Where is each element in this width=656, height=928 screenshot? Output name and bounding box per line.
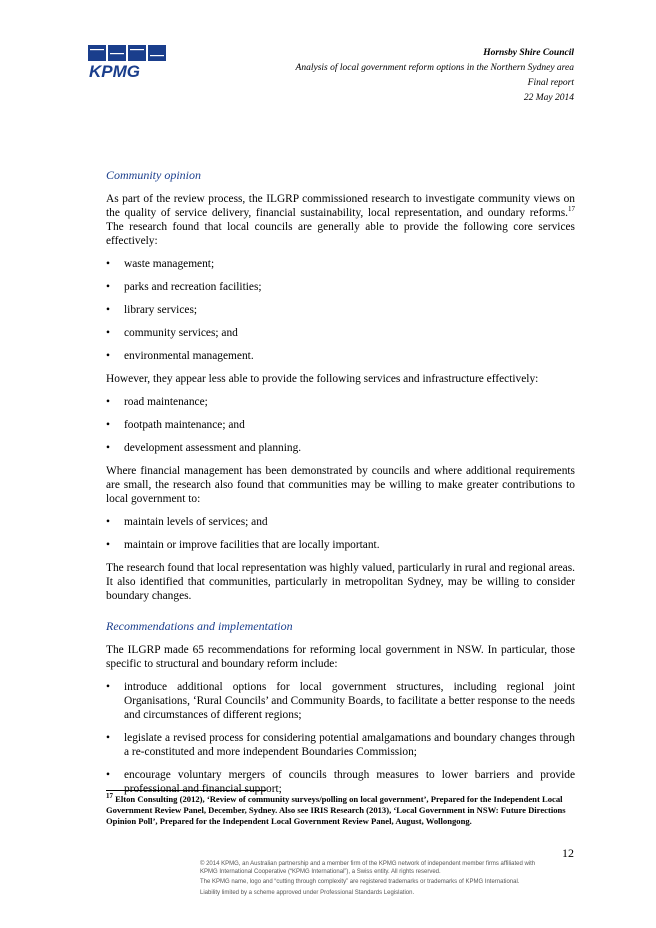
section-heading-community: Community opinion [106,168,201,182]
kpmg-logo-text: KPMG [89,62,140,79]
header-subtitle: Analysis of local government reform options in the Northern Sydney area [295,63,574,73]
page-header [296,46,574,106]
list-item: • encourage voluntary mergers of councils through measures to lower barriers and provide professional and financial support; [106,769,575,795]
list-item: • footpath maintenance; and [106,419,245,431]
community-paragraph-4: The research found that local representation was highly valued, particularly in rural and regional areas. It also identified that communities, particularly in metropolitan Sydney, may be willing to consider boundary changes. [106,562,575,602]
legal-line-1: © 2014 KPMG, an Australian partnership and a member firm of the KPMG network of independent member firms affiliated with KPMG International Cooperative (“KPMG International”), a Swiss entity. All rights reserved. [200,861,536,876]
legal-line-3: Liability limited by a scheme approved under Professional Standards Legislation. [200,889,415,896]
page-body [106,168,575,805]
list-item: • road maintenance; [106,396,208,408]
footnote-number: 17 [106,792,113,801]
list-item: • maintain levels of services; and [106,516,268,528]
footnote: $^{17}$ Elton Consulting (2012), ‘Review of community surveys/polling on local government’, Prepared for the Independent Local Government Review Panel, December, Sydney. Also see IRIS Research (2013), ‘Local Government in NSW: Future Directions Opinion Poll’, Prepared for the Independent Local Government Review Panel, August, Wollongong. [106,792,566,826]
core-services-list [106,257,575,363]
list-item: • environmental management. [106,350,254,362]
footnote-ref: 17 [568,205,575,214]
header-doc-type: Final report [527,78,574,88]
list-item: • community services; and [106,327,238,339]
list-item: • legislate a revised process for considering potential amalgamations and boundary changes through a re-constituted and more independent Boundaries Commission; [106,732,575,758]
community-paragraph-1: As part of the review process, the ILGRP commissioned research to investigate community views on the quality of service delivery, financial sustainability, local representation, and oundary reforms.$^{17}$ The research found that local councils are generally able to provide the following core services effectively: [106,193,575,247]
header-date: 22 May 2014 [523,93,574,103]
header-org: Hornsby Shire Council [483,48,574,58]
recommendations-list [106,680,575,796]
community-paragraph-2: However, they appear less able to provide the following services and infrastructure effectively: [106,373,539,385]
list-item: • parks and recreation facilities; [106,281,262,293]
page-number: 12 [562,846,574,860]
legal-line-2: The KPMG name, logo and “cutting through complexity” are registered trademarks or trademarks of KPMG International. [200,879,520,886]
recommendations-paragraph-1: The ILGRP made 65 recommendations for reforming local government in NSW. In particular, those specific to structural and boundary reform include: [106,644,575,670]
kpmg-logo [88,45,168,79]
list-item: • maintain or improve facilities that are locally important. [106,539,380,551]
section-heading-recommendations: Recommendations and implementation [106,619,293,633]
list-item: • waste management; [106,258,215,270]
less-services-list [106,395,575,455]
footnote-divider [106,790,266,791]
contributions-list [106,515,575,552]
community-paragraph-3: Where financial management has been demonstrated by councils and where additional requirements are small, the research also found that communities may be willing to make greater contributions to local government to: [106,465,575,505]
list-item: • introduce additional options for local government structures, including regional joint Organisations, ‘Rural Councils’ and Community Boards, to facilitate a better response to the needs and circumstances of different regions; [106,681,575,721]
list-item: • development assessment and planning. [106,442,302,454]
legal-notice [200,860,540,899]
list-item: • library services; [106,304,198,316]
